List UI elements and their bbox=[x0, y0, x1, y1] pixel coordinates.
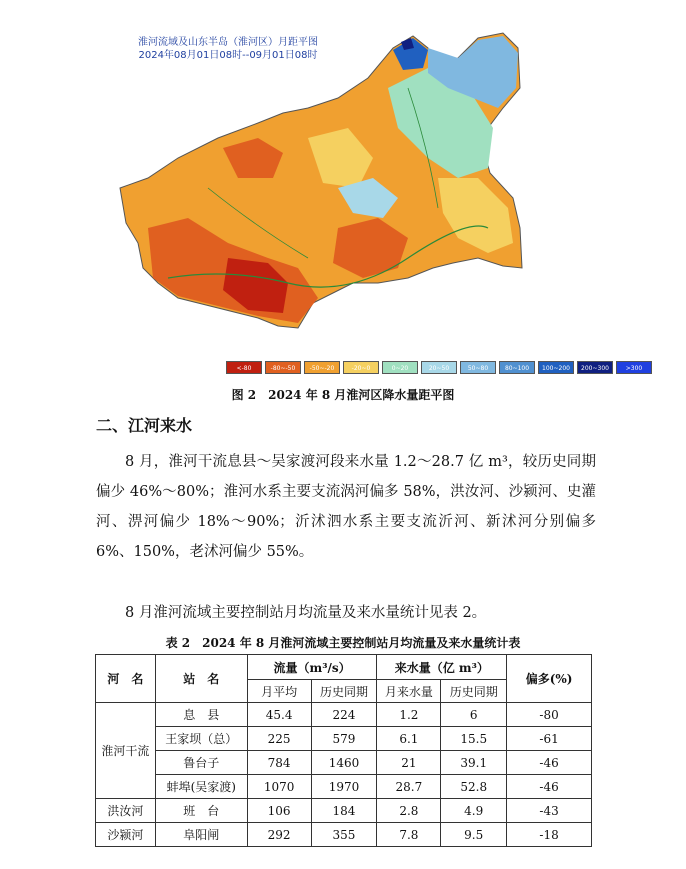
vol-cell: 6.1 bbox=[377, 727, 441, 751]
vol-cell: 2.8 bbox=[377, 799, 441, 823]
hvol-cell: 6 bbox=[441, 703, 507, 727]
legend-item: 50~80 bbox=[460, 361, 496, 374]
header-hist-flow: 历史同期 bbox=[311, 680, 377, 703]
hist-cell: 184 bbox=[311, 799, 377, 823]
header-volume: 来水量（亿 m³） bbox=[377, 655, 507, 680]
figure-caption: 图 2 2024 年 8 月淮河区降水量距平图 bbox=[231, 388, 455, 402]
hvol-cell: 9.5 bbox=[441, 823, 507, 847]
legend-item: 200~300 bbox=[577, 361, 613, 374]
hvol-cell: 4.9 bbox=[441, 799, 507, 823]
river-cell: 沙颍河 bbox=[96, 823, 156, 847]
dev-cell: -46 bbox=[507, 775, 592, 799]
map-title bbox=[128, 36, 328, 62]
vol-cell: 28.7 bbox=[377, 775, 441, 799]
station-cell: 王家坝（总） bbox=[155, 727, 247, 751]
hist-cell: 1460 bbox=[311, 751, 377, 775]
legend-item: 20~50 bbox=[421, 361, 457, 374]
legend-item: 0~20 bbox=[382, 361, 418, 374]
river-cell: 洪汝河 bbox=[96, 799, 156, 823]
hist-cell: 224 bbox=[311, 703, 377, 727]
header-station: 站 名 bbox=[155, 655, 247, 703]
header-monthly-avg: 月平均 bbox=[247, 680, 311, 703]
map-title-line1: 淮河流域及山东半岛（淮河区）月距平图 bbox=[138, 37, 318, 48]
section-heading: 二、江河来水 bbox=[96, 416, 193, 435]
station-cell: 阜阳闸 bbox=[155, 823, 247, 847]
avg-cell: 106 bbox=[247, 799, 311, 823]
paragraph-table-intro: 8 月淮河流域主要控制站月均流量及来水量统计见表 2。 bbox=[125, 605, 487, 621]
table-row bbox=[96, 727, 592, 751]
dev-cell: -18 bbox=[507, 823, 592, 847]
vol-cell: 21 bbox=[377, 751, 441, 775]
vol-cell: 7.8 bbox=[377, 823, 441, 847]
dev-cell: -80 bbox=[507, 703, 592, 727]
legend-item: -80~-50 bbox=[265, 361, 301, 374]
station-cell: 鲁台子 bbox=[155, 751, 247, 775]
station-cell: 班 台 bbox=[155, 799, 247, 823]
header-river: 河 名 bbox=[96, 655, 156, 703]
table-row bbox=[96, 703, 592, 727]
legend-item: -50~-20 bbox=[304, 361, 340, 374]
table-row bbox=[96, 775, 592, 799]
legend-item: 80~100 bbox=[499, 361, 535, 374]
hist-cell: 1970 bbox=[311, 775, 377, 799]
precipitation-anomaly-map bbox=[108, 28, 643, 372]
map-graphic bbox=[108, 28, 558, 358]
header-deviation: 偏多(%) bbox=[507, 655, 592, 703]
table-row bbox=[96, 823, 592, 847]
avg-cell: 225 bbox=[247, 727, 311, 751]
dev-cell: -61 bbox=[507, 727, 592, 751]
table-row bbox=[96, 799, 592, 823]
legend-item: -20~0 bbox=[343, 361, 379, 374]
table-row bbox=[96, 751, 592, 775]
header-flow: 流量（m³/s） bbox=[247, 655, 377, 680]
map-title-line2: 2024年08月01日08时--09月01日08时 bbox=[138, 50, 318, 61]
legend-item: >300 bbox=[616, 361, 652, 374]
map-legend bbox=[226, 361, 652, 374]
station-cell: 蚌埠(吴家渡) bbox=[155, 775, 247, 799]
legend-item: 100~200 bbox=[538, 361, 574, 374]
paragraph-river-inflow: 8 月，淮河干流息县～吴家渡河段来水量 1.2～28.7 亿 m³，较历史同期偏少 46%～80%；淮河水系主要支流涡河偏多 58%，洪汝河、沙颍河、史灌河、淠河偏少 18%～90%；沂沭泗水系主要支流沂河、新沭河分别偏多 6%、150%，老沭河偏少 55%。 bbox=[96, 454, 596, 560]
table-caption: 表 2 2024 年 8 月淮河流域主要控制站月均流量及来水量统计表 bbox=[165, 636, 521, 650]
header-hist-volume: 历史同期 bbox=[441, 680, 507, 703]
avg-cell: 292 bbox=[247, 823, 311, 847]
legend-item: <-80 bbox=[226, 361, 262, 374]
hvol-cell: 52.8 bbox=[441, 775, 507, 799]
dev-cell: -43 bbox=[507, 799, 592, 823]
hvol-cell: 39.1 bbox=[441, 751, 507, 775]
hvol-cell: 15.5 bbox=[441, 727, 507, 751]
avg-cell: 1070 bbox=[247, 775, 311, 799]
dev-cell: -46 bbox=[507, 751, 592, 775]
hist-cell: 579 bbox=[311, 727, 377, 751]
avg-cell: 784 bbox=[247, 751, 311, 775]
vol-cell: 1.2 bbox=[377, 703, 441, 727]
river-cell: 淮河干流 bbox=[96, 703, 156, 799]
avg-cell: 45.4 bbox=[247, 703, 311, 727]
station-cell: 息 县 bbox=[155, 703, 247, 727]
header-monthly-volume: 月来水量 bbox=[377, 680, 441, 703]
hist-cell: 355 bbox=[311, 823, 377, 847]
stats-table bbox=[95, 654, 592, 847]
